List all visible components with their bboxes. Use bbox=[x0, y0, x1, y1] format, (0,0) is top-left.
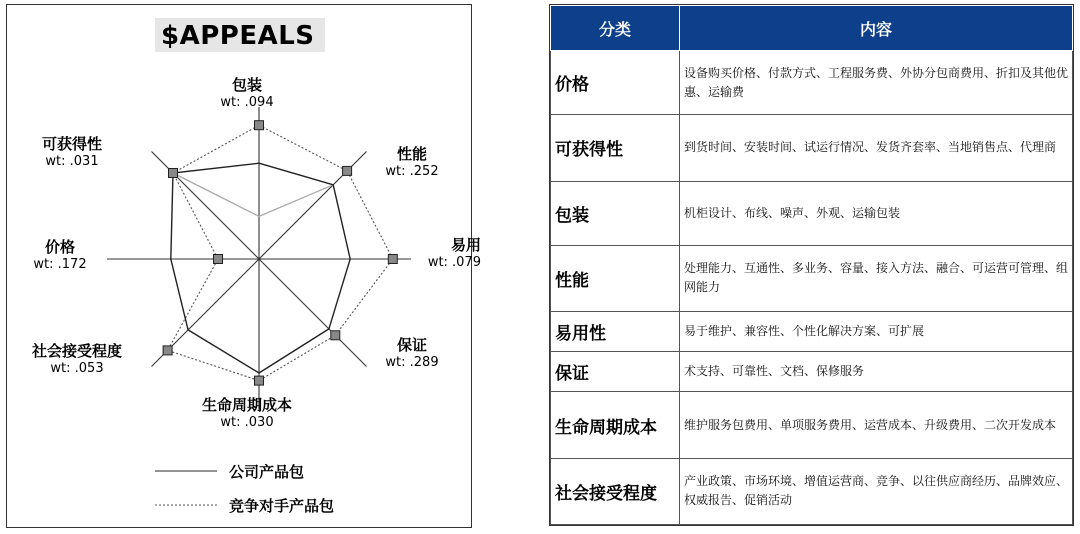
row-content: 易于维护、兼容性、个性化解决方案、可扩展 bbox=[680, 312, 1073, 352]
radar-markers bbox=[163, 121, 397, 385]
radar-axes bbox=[107, 107, 411, 411]
radar-axis-line bbox=[259, 259, 367, 367]
axis-label-ease-of-use: 易用 wt: .079 bbox=[427, 236, 481, 270]
legend-competitor-label: 竞争对手产品包 bbox=[229, 497, 335, 515]
axis-label-availability: 可获得性 wt: .031 bbox=[41, 135, 102, 169]
row-category: 价格 bbox=[551, 51, 680, 115]
axis-label-lifecycle-cost: 生命周期成本 wt: .030 bbox=[201, 396, 292, 430]
row-category: 生命周期成本 bbox=[551, 392, 680, 458]
radar-chart-panel bbox=[6, 4, 481, 528]
radar-marker bbox=[214, 255, 223, 264]
row-content: 维护服务包费用、单项服务费用、运营成本、升级费用、二次开发成本 bbox=[680, 392, 1073, 458]
radar-marker bbox=[255, 121, 264, 130]
table-row bbox=[551, 352, 1073, 392]
table-row bbox=[551, 181, 1073, 245]
row-category: 保证 bbox=[551, 352, 680, 392]
appeals-table bbox=[550, 5, 1073, 525]
row-category: 可获得性 bbox=[551, 115, 680, 181]
axis-label-assurance: 保证 wt: .289 bbox=[385, 336, 439, 370]
row-category: 性能 bbox=[551, 245, 680, 311]
row-category: 包装 bbox=[551, 181, 680, 245]
radar-marker bbox=[255, 376, 264, 385]
axis-label-packaging: 包装 wt: .094 bbox=[220, 76, 274, 110]
axis-label-social-acceptance: 社会接受程度 wt: .053 bbox=[31, 342, 122, 376]
table-row bbox=[551, 245, 1073, 311]
row-content: 设备购买价格、付款方式、工程服务费、外协分包商费用、折扣及其他优惠、运输费 bbox=[680, 51, 1073, 115]
table-row bbox=[551, 51, 1073, 115]
axis-label-price: 价格 wt: .172 bbox=[33, 238, 87, 272]
table-row bbox=[551, 312, 1073, 352]
radar-marker bbox=[169, 169, 178, 178]
radar-axis-line bbox=[152, 152, 260, 260]
radar-marker bbox=[163, 346, 172, 355]
header-content: 内容 bbox=[680, 6, 1073, 51]
row-content: 处理能力、互通性、多业务、容量、接入方法、融合、可运营可管理、组网能力 bbox=[680, 245, 1073, 311]
row-content: 产业政策、市场环境、增值运营商、竞争、以往供应商经历、品牌效应、权威报告、促销活动 bbox=[680, 458, 1073, 524]
row-content: 术支持、可靠性、文档、保修服务 bbox=[680, 352, 1073, 392]
table-row bbox=[551, 458, 1073, 524]
axis-label-performance: 性能 wt: .252 bbox=[385, 145, 439, 179]
table-header-row bbox=[551, 6, 1073, 51]
chart-title: $APPEALS bbox=[155, 18, 325, 52]
radar-marker bbox=[343, 166, 352, 175]
legend-company-label: 公司产品包 bbox=[229, 463, 305, 481]
row-content: 到货时间、安装时间、试运行情况、发货齐套率、当地销售点、代理商 bbox=[680, 115, 1073, 181]
row-category: 易用性 bbox=[551, 312, 680, 352]
radar-marker bbox=[388, 255, 397, 264]
radar-marker bbox=[331, 331, 340, 340]
table-row bbox=[551, 115, 1073, 181]
table-row bbox=[551, 392, 1073, 458]
row-content: 机柜设计、布线、噪声、外观、运输包装 bbox=[680, 181, 1073, 245]
competitor-series-polygon bbox=[168, 125, 393, 380]
header-category: 分类 bbox=[551, 6, 680, 51]
row-category: 社会接受程度 bbox=[551, 458, 680, 524]
appeals-table-panel bbox=[549, 4, 1074, 526]
company-inner-line bbox=[173, 173, 333, 216]
